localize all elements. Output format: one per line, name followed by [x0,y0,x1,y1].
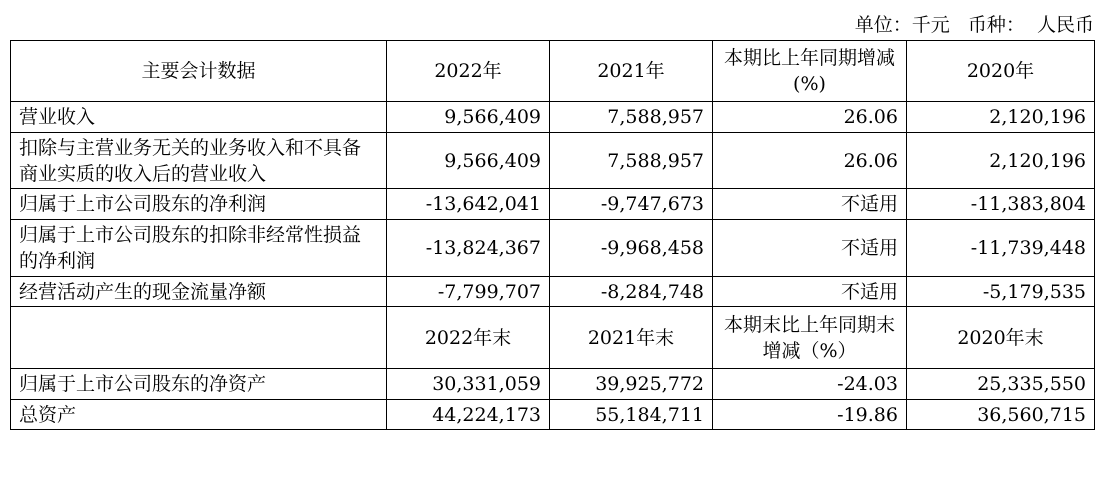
table-row [11,277,1095,307]
cell-change: 26.06 [713,102,907,133]
key-accounting-data-table [10,40,1095,430]
unit-currency-note: 单位：千元 币种： 人民币 [854,14,1094,36]
row-label: 归属于上市公司股东的净利润 [11,189,387,220]
cell-change: 不适用 [713,220,907,277]
cell-2022: 9,566,409 [387,133,550,189]
table-row [11,220,1095,277]
cell-change: -19.86 [713,400,907,430]
cell-2022: 9,566,409 [387,102,550,133]
cell-2021: 39,925,772 [550,369,713,400]
cell-2021: -9,747,673 [550,189,713,220]
table-row [11,102,1095,133]
subheader-2022-end: 2022年末 [387,307,550,369]
cell-2022: -7,799,707 [387,277,550,307]
cell-2022: 44,224,173 [387,400,550,430]
cell-2020: 2,120,196 [907,133,1095,189]
subheader-2020-end: 2020年末 [907,307,1095,369]
cell-2020: 36,560,715 [907,400,1095,430]
cell-2020: 25,335,550 [907,369,1095,400]
cell-2021: 55,184,711 [550,400,713,430]
subheader-2021-end: 2021年末 [550,307,713,369]
header-2022: 2022年 [387,41,550,102]
row-label: 扣除与主营业务无关的业务收入和不具备商业实质的收入后的营业收入 [11,133,387,189]
row-label: 经营活动产生的现金流量净额 [11,277,387,307]
row-label: 归属于上市公司股东的净资产 [11,369,387,400]
row-label: 归属于上市公司股东的扣除非经常性损益的净利润 [11,220,387,277]
table-subheader-row [11,307,1095,369]
subheader-item [11,307,387,369]
cell-2021: -9,968,458 [550,220,713,277]
cell-2021: 7,588,957 [550,102,713,133]
table-row [11,133,1095,189]
table-row [11,369,1095,400]
header-change: 本期比上年同期增减(%) [713,41,907,102]
row-label: 总资产 [11,400,387,430]
cell-2021: 7,588,957 [550,133,713,189]
header-2021: 2021年 [550,41,713,102]
cell-change: 26.06 [713,133,907,189]
table-row [11,400,1095,430]
header-2020: 2020年 [907,41,1095,102]
cell-2020: -11,383,804 [907,189,1095,220]
cell-2021: -8,284,748 [550,277,713,307]
cell-change: 不适用 [713,189,907,220]
table-header-row [11,41,1095,102]
cell-2020: -11,739,448 [907,220,1095,277]
cell-change: -24.03 [713,369,907,400]
cell-2022: 30,331,059 [387,369,550,400]
cell-2022: -13,642,041 [387,189,550,220]
cell-2020: -5,179,535 [907,277,1095,307]
cell-2020: 2,120,196 [907,102,1095,133]
header-item: 主要会计数据 [11,41,387,102]
cell-change: 不适用 [713,277,907,307]
subheader-change: 本期末比上年同期末增减（%） [713,307,907,369]
cell-2022: -13,824,367 [387,220,550,277]
row-label: 营业收入 [11,102,387,133]
table-row [11,189,1095,220]
